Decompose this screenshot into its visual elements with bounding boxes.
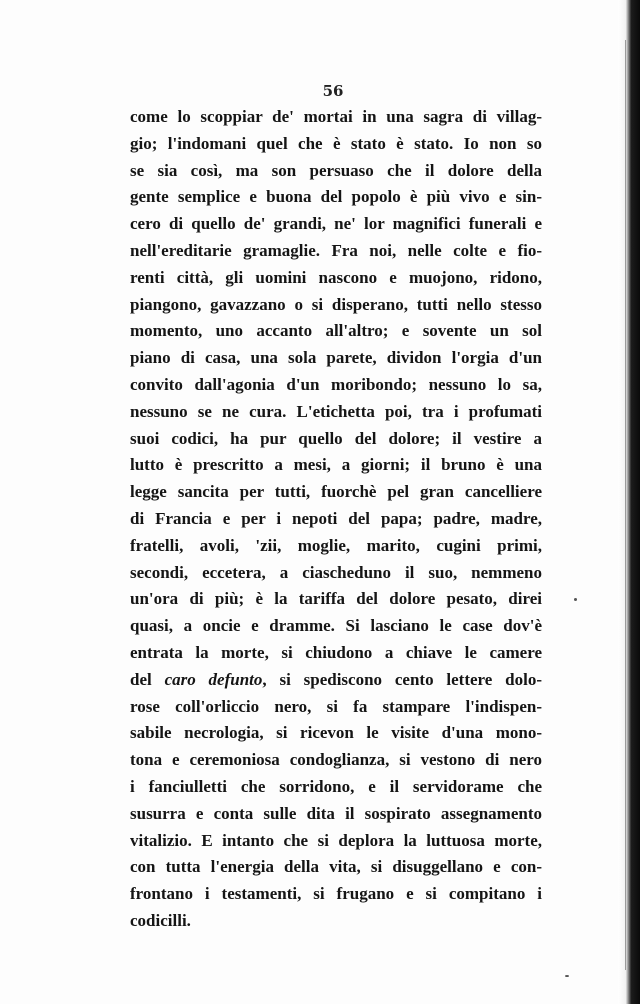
text-line: susurra e conta sulle dita il sospirato assegnamento bbox=[130, 803, 542, 823]
text-line: un'ora di più; è la tariffa del dolore pesato, direi bbox=[130, 589, 542, 609]
text-line: quasi, a oncie e dramme. Si lasciano le case dov'è bbox=[130, 616, 542, 636]
text-line: frontano i testamenti, si frugano e si compitano i bbox=[130, 884, 542, 904]
text-line: momento, uno accanto all'altro; e sovente un sol bbox=[130, 321, 542, 341]
text-line: codicilli. bbox=[130, 910, 191, 930]
text-line: se sia così, ma son persuaso che il dolore della bbox=[130, 160, 542, 180]
text-line: legge sancita per tutti, fuorchè pel gran cancelliere bbox=[130, 482, 542, 502]
text-line: gente semplice e buona del popolo è più vivo e sin- bbox=[130, 187, 542, 207]
text-line: secondi, eccetera, a ciascheduno il suo, nemmeno bbox=[130, 562, 542, 582]
text-line: vitalizio. E intanto che si deplora la luttuosa morte, bbox=[130, 830, 542, 850]
body-text bbox=[130, 104, 542, 935]
ink-speck bbox=[574, 598, 577, 601]
text-line: rose coll'orliccio nero, si fa stampare l'indispen- bbox=[130, 696, 542, 716]
text-line: i fanciulletti che sorridono, e il servidorame che bbox=[130, 776, 542, 796]
text-segment: , si spediscono cento lettere dolo- bbox=[262, 669, 542, 689]
text-line: piano di casa, una sola parete, dividon l'orgia d'un bbox=[130, 348, 542, 368]
ink-speck bbox=[565, 975, 569, 977]
text-line bbox=[130, 667, 542, 694]
text-line: nessuno se ne cura. L'etichetta poi, tra i profumati bbox=[130, 401, 542, 421]
italic-phrase: caro defunto bbox=[164, 669, 263, 689]
text-line: come lo scoppiar de' mortai in una sagra di villag- bbox=[130, 107, 542, 126]
text-line: sabile necrologia, si ricevon le visite d'una mono- bbox=[130, 723, 542, 743]
text-line: tona e ceremoniosa condoglianza, si vestono di nero bbox=[130, 750, 542, 770]
text-line: nell'ereditarie gramaglie. Fra noi, nelle colte e fio- bbox=[130, 240, 542, 260]
text-line: convito dall'agonia d'un moribondo; nessuno lo sa, bbox=[130, 374, 542, 394]
page-edge-shadow bbox=[618, 0, 640, 1004]
text-line: fratelli, avoli, 'zii, moglie, marito, cugini primi, bbox=[130, 535, 542, 555]
text-line: renti città, gli uomini nascono e muojono, ridono, bbox=[130, 267, 542, 287]
text-line: entrata la morte, si chiudono a chiave le camere bbox=[130, 642, 542, 662]
text-line: lutto è prescritto a mesi, a giorni; il bruno è una bbox=[130, 455, 542, 475]
text-line: con tutta l'energia della vita, si disuggellano e con- bbox=[130, 857, 542, 877]
page-number: 56 bbox=[322, 82, 344, 100]
text-line: cero di quello de' grandi, ne' lor magnifici funerali e bbox=[130, 214, 542, 234]
text-line: piangono, gavazzano o si disperano, tutti nello stesso bbox=[130, 294, 542, 314]
page-edge-line bbox=[625, 40, 626, 970]
text-line: gio; l'indomani quel che è stato è stato. Io non so bbox=[130, 133, 542, 153]
text-line: di Francia e per i nepoti del papa; padre, madre, bbox=[130, 508, 542, 528]
text-segment: del bbox=[130, 669, 165, 689]
text-line: suoi codici, ha pur quello del dolore; il vestire a bbox=[130, 428, 542, 448]
